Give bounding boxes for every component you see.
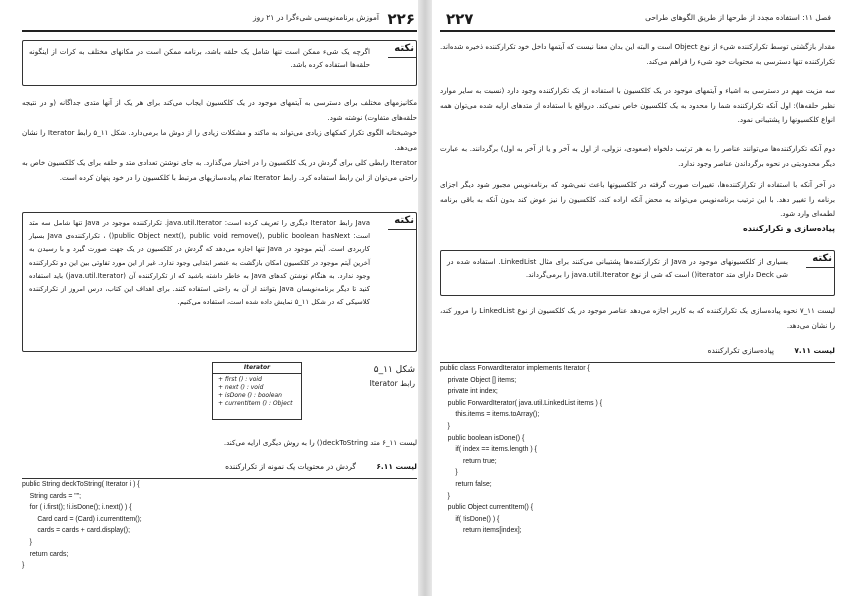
- right-page-number: ۲۲۷: [446, 10, 474, 28]
- code-line: return true;: [440, 457, 497, 465]
- listing-number: لیست ۷.۱۱: [794, 346, 835, 355]
- figure-caption: [325, 364, 415, 390]
- left-paragraph-1: مکانیزمهای مختلف برای دسترسی به آیتمهای موجود در یک کلکسیون ایجاب می‌کند برای هر یک از آنها متدی جداگانه (و در نتیجه حلقه‌های متفاوت) نوشته شود.: [22, 98, 417, 122]
- right-code-listing: [440, 362, 835, 596]
- left-page-header: [22, 8, 417, 32]
- code-line: }: [22, 562, 25, 570]
- code-line: cards = cards + card.display();: [22, 527, 130, 535]
- note-label: نکته: [394, 43, 414, 54]
- code-line: return cards;: [22, 550, 69, 558]
- uml-op: + isDone () : boolean: [218, 392, 282, 399]
- note-text: اگرچه یک شیء ممکن است تنها شامل یک حلقه باشد، برنامه ممکن است در مکانهای مختلف به کرات از اینگونه حلقه‌ها استفاده کرده باشد.: [29, 47, 370, 69]
- code-line: public class ForwardIterator implements Iterator {: [440, 365, 590, 372]
- code-line: return false;: [440, 480, 492, 488]
- section-heading: پیاده‌سازی و تکرارکننده: [743, 224, 835, 233]
- code-line: }: [440, 422, 450, 430]
- code-line: return items[index];: [440, 527, 522, 535]
- code-line: String cards = "";: [22, 492, 82, 500]
- left-header-title: آموزش برنامه‌نویسی شی‌ءگرا در ۲۱ روز: [252, 13, 379, 22]
- uml-op: + first () : void: [218, 376, 262, 383]
- note-text: بسیاری از کلکسیونهای موجود در Java از تکرارکننده‌ها پشتیبانی می‌کنند برای مثال LinkedList. استفاده شده در شی Deck دارای متد iterator() است که شی از نوع java.util.Iterator را برمی‌گرداند.: [447, 257, 789, 279]
- right-paragraph-3: دوم آنکه تکرارکننده‌ها می‌توانند عناصر را به هر ترتیب دلخواه (صعودی، نزولی، از اول به آخر و یا از آخر به اول) برگردانند. به عبارت دیگر محدودیتی در نحوه برگرداندن عناصر وجود ندارد.: [440, 144, 835, 168]
- left-listing-caption: [225, 462, 417, 471]
- code-line: }: [440, 469, 458, 477]
- code-line: if( !isDone() ) {: [440, 515, 500, 523]
- left-page: [22, 0, 417, 596]
- left-code-listing: [22, 478, 417, 589]
- left-page-number: ۲۲۶: [387, 10, 415, 28]
- right-page: [440, 0, 835, 596]
- code-line: public Object currentItem() {: [440, 504, 534, 512]
- code-line: }: [22, 538, 32, 546]
- listing-title: پیاده‌سازی تکرارکننده: [707, 346, 774, 355]
- left-paragraph-4: لیست ۱۱_۶ متد deckToString() را به روش دیگری ارایه می‌کند.: [223, 438, 417, 447]
- figure-caption-text: رابط Iterator: [369, 379, 415, 388]
- code-line: for ( i.first(); !i.isDone(); i.next() ) {: [22, 504, 132, 512]
- code-line: public String deckToString( Iterator i ) {: [22, 481, 140, 488]
- right-paragraph-5: لیست ۱۱_۷ نحوه پیاده‌سازی یک تکرارکننده که به کاربر اجازه می‌دهد عناصر موجود در یک کلکسیون از نوع LinkedList را مرور کند، را نشان می‌دهد.: [440, 306, 835, 330]
- note-label: نکته: [394, 215, 414, 226]
- note-text: Java رابط Iterator دیگری را تعریف کرده است: java.util.Iterator. تکرارکننده موجود در Java تنها شامل سه متد است: public Object next(), public void remove(), public boolean hasNext() ، تکرارکننده‌ی Java بسیار کاربردی است. آیتم موجود در Java تنها اجازه می‌دهد که گردش در کلکسیون در یک جهت صورت گیرد و با رسیدن به آخرین آیتم موجود در کلکسیون امکان بازگشت به عنصر ابتدایی وجود ندارد. غیر از این مورد تفاوتی بین این دو تکرارکننده وجود ندارد. به هنگام نوشتن کدهای Java به خاطر داشته باشید که از تکرارکننده آن (java.util.Iterator) باید استفاده کنید تا دیگر برنامه‌نویسان Java بتوانند از آن به راحتی استفاده کنند. برای اهداف این کتاب، درس امروز از تکرارکننده کلاسیکی که در شکل ۱۱_۵ نمایش داده شده است، استفاده می‌کنیم.: [29, 219, 370, 307]
- left-note-1: [22, 40, 417, 86]
- right-paragraph-2: سه مزیت مهم در دسترسی به اشیاء و آیتمهای موجود در یک کلکسیون با استفاده از یک تکرارکننده وجود دارد (نسبت به سایر موارد نظیر حلقه‌ها): اول آنکه تکرارکننده شما را محدود به یک کلکسیون خاص نمی‌کند. درواقع با استفاده از متدهای ارایه شده می‌توان همه انواع کلکسیونها را پشتیبانی نمود.: [440, 86, 835, 124]
- right-paragraph-1: مقدار بازگشتی توسط تکرارکننده شیء از نوع Object است و البته این بدان معنا نیست که آیتمها داخل خود تکرارکننده ذخیره شده‌اند. تکرارکننده تنها دسترسی به محتویات خود شیء را فراهم می‌کند.: [440, 42, 835, 66]
- right-page-header: [440, 8, 835, 32]
- figure-number: شکل ۱۱_۵: [373, 365, 415, 375]
- left-paragraph-2: خوشبختانه الگوی تکرار کمکهای زیادی می‌تواند به ماکند و مشکلات زیادی را از دوش ما برمی‌دارد. شکل ۱۱_۵ رابط Iterator را نشان می‌دهد.: [22, 128, 417, 152]
- uml-op: + next () : void: [218, 384, 264, 391]
- code-line: public boolean isDone() {: [440, 434, 525, 442]
- left-paragraph-3: Iterator رابطی کلی برای گردش در یک کلکسیون را در اختیار می‌گذارد. به جای نوشتن تعدادی متد و حلقه برای یک کلکسیون خاص به راحتی می‌توان از این رابط استفاده کرد. رابط Iterator تمام پیاده‌سازیهای مرتبط با کلکسیون را در خود پنهان کرده است.: [22, 158, 417, 182]
- code-line: private int index;: [440, 388, 498, 396]
- listing-title: گردش در محتویات یک نمونه از تکرارکننده: [225, 462, 356, 471]
- code-line: if( index == items.length ) {: [440, 446, 537, 454]
- right-paragraph-4: در آخر آنکه با استفاده از تکرارکننده‌ها، تغییرات صورت گرفته در کلکسیونها باعث نمی‌شود که برنامه‌نویس مجبور شود دیگر اجزای برنامه را تغییر دهد. با این ترتیب برنامه‌نویس می‌تواند به محض آنکه اراده کند، کلکسیون را نیز عوض کند بدون آنکه به باقی برنامه لطمه‌ای وارد شود.: [440, 180, 835, 218]
- iterator-uml-diagram: [212, 362, 302, 420]
- note-label: نکته: [812, 253, 832, 264]
- code-line: private Object [] items;: [440, 376, 517, 384]
- uml-op: + currentItem () : Object: [218, 400, 293, 407]
- uml-operations: [213, 374, 301, 410]
- code-line: this.items = items.toArray();: [440, 411, 540, 419]
- right-note: [440, 250, 835, 296]
- right-header-title: فصل ۱۱: استفاده مجدد از طرحها از طریق الگوهای طراحی: [645, 13, 831, 22]
- code-line: }: [440, 492, 450, 500]
- code-line: public ForwardIterator( java.util.LinkedList items ) {: [440, 399, 602, 407]
- left-note-2: [22, 212, 417, 352]
- code-line: Card card = (Card) i.currentItem();: [22, 515, 142, 523]
- book-gutter: [418, 0, 432, 596]
- uml-class-name: Iterator: [213, 363, 301, 374]
- listing-number: لیست ۶.۱۱: [376, 462, 417, 471]
- right-listing-caption: [708, 346, 835, 355]
